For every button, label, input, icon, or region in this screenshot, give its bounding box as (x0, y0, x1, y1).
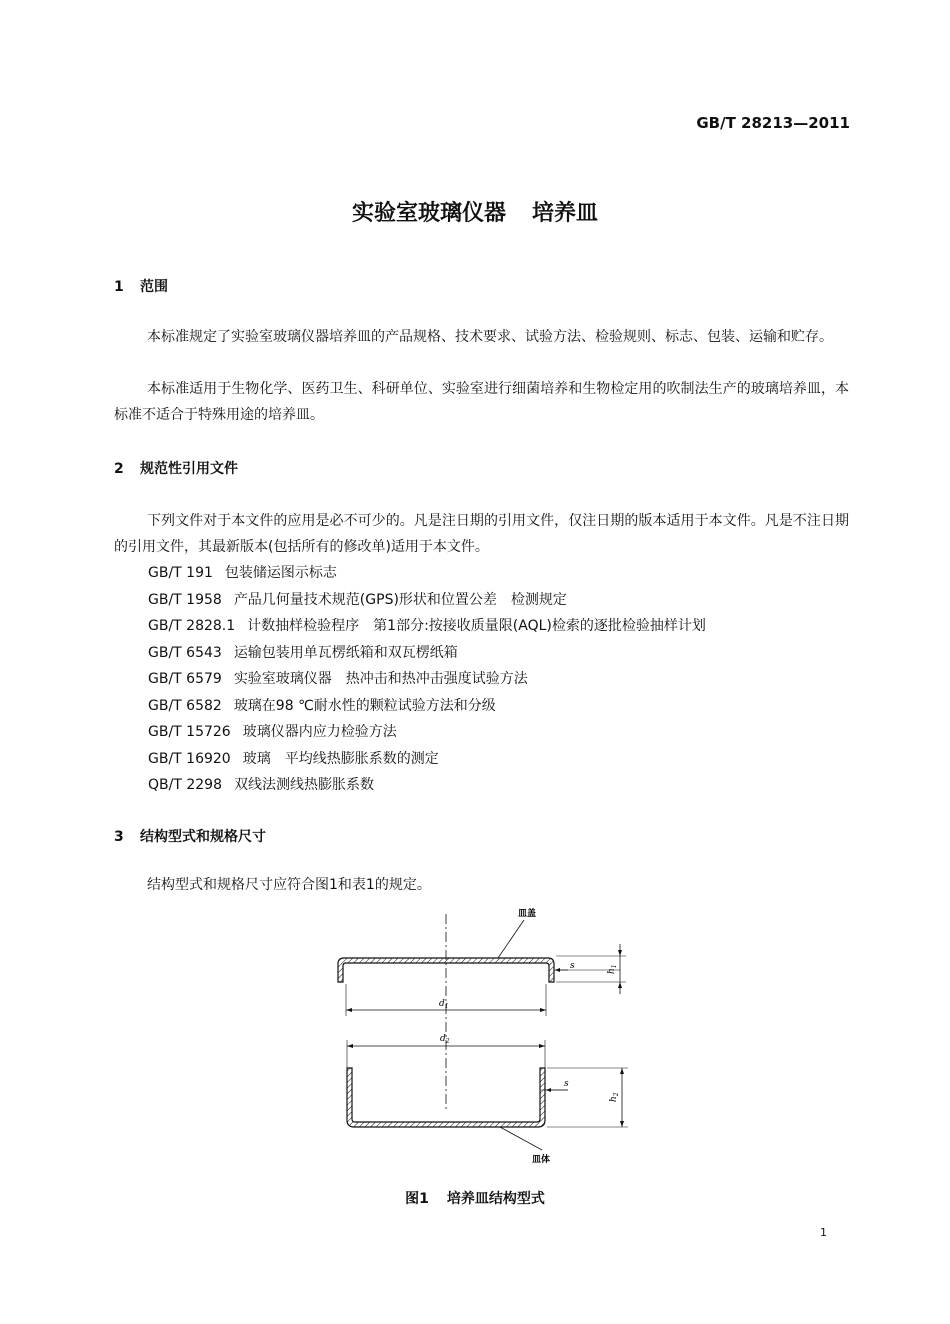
reference-item (148, 640, 706, 667)
d2-arrowhead-right (539, 1044, 545, 1048)
h2-arrowhead-top (620, 1068, 624, 1074)
d1-letter: d (439, 999, 445, 1009)
h2-label (609, 1092, 620, 1102)
h1-subscript: 1 (611, 964, 618, 969)
section-title: 规范性引用文件 (140, 461, 238, 477)
reference-code: GB/T 2828.1 (148, 618, 236, 634)
reference-code: GB/T 6543 (148, 644, 222, 661)
d2-label (440, 1034, 450, 1045)
reference-title: 包装储运图示标志 (224, 565, 337, 581)
section-1-paragraph-2: 本标准适用于生物化学、医药卫生、科研单位、实验室进行细菌培养和生物检定用的吹制法生产的玻璃培养皿，本标准不适合于特殊用途的培养皿。 (114, 381, 849, 423)
section-title: 范围 (140, 279, 168, 295)
section-3-text: 结构型式和规格尺寸应符合图1和表1的规定。 (147, 877, 431, 893)
d1-subscript: 1 (444, 1003, 449, 1010)
lid-s-label: s (570, 961, 575, 971)
reference-title: 玻璃在98 ℃耐水性的颗粒试验方法和分级 (233, 697, 496, 714)
body-s-arrowhead (546, 1088, 551, 1092)
reference-item (148, 666, 706, 693)
reference-item (148, 613, 706, 640)
reference-title: 计数抽样检验程序 第1部分:按接收质量限(AQL)检索的逐批检验抽样计划 (247, 618, 706, 634)
d1-arrowhead-left (346, 1008, 352, 1012)
page-number: 1 (820, 1226, 827, 1239)
reference-list (148, 560, 706, 799)
document-title (0, 196, 950, 227)
d2-subscript: 2 (445, 1038, 450, 1045)
reference-item (148, 560, 706, 587)
section-2-heading (114, 458, 238, 478)
lid-leader-line (498, 920, 524, 958)
figure-caption-text: 培养皿结构型式 (446, 1191, 545, 1207)
reference-code: QB/T 2298 (148, 777, 222, 793)
h1-label (607, 964, 618, 974)
section-number: 1 (114, 279, 124, 295)
reference-code: GB/T 1958 (148, 591, 222, 608)
title-part-2: 培养皿 (532, 201, 599, 226)
h2-arrowhead-bottom (620, 1121, 624, 1127)
reference-code: GB/T 191 (148, 565, 213, 581)
section-title: 结构型式和规格尺寸 (140, 829, 266, 845)
d1-label (439, 999, 449, 1010)
title-part-1: 实验室玻璃仪器 (351, 201, 506, 226)
reference-code: GB/T 6579 (148, 671, 222, 687)
reference-item (148, 746, 706, 773)
section-1-heading (114, 276, 168, 296)
h1-letter: h (607, 968, 617, 974)
petri-dish-figure (320, 900, 640, 1170)
reference-title: 玻璃仪器内应力检验方法 (242, 724, 397, 740)
reference-title: 玻璃 平均线热膨胀系数的测定 (242, 750, 439, 767)
h2-subscript: 2 (613, 1092, 620, 1097)
body-label: 皿体 (532, 1155, 551, 1165)
reference-title: 产品几何量技术规范(GPS)形状和位置公差 检测规定 (233, 591, 567, 608)
d1-arrowhead-right (540, 1008, 546, 1012)
body-s-label: s (564, 1079, 569, 1089)
h1-arrowhead-bottom (618, 982, 622, 988)
reference-title: 运输包装用单瓦楞纸箱和双瓦楞纸箱 (233, 644, 458, 661)
h1-arrowhead-top (618, 950, 622, 956)
reference-item (148, 772, 706, 799)
reference-code: GB/T 6582 (148, 697, 222, 714)
reference-item (148, 719, 706, 746)
section-3-heading (114, 826, 266, 846)
body-leader-line (500, 1127, 542, 1150)
d2-letter: d (440, 1034, 446, 1044)
reference-code: GB/T 16920 (148, 750, 231, 767)
reference-title: 双线法测线热膨胀系数 (233, 777, 374, 793)
section-number: 3 (114, 829, 124, 845)
reference-item (148, 587, 706, 614)
figure-number: 图1 (405, 1191, 429, 1207)
section-1-paragraph-1: 本标准规定了实验室玻璃仪器培养皿的产品规格、技术要求、试验方法、检验规则、标志、包装、运输和贮存。 (147, 329, 833, 345)
reference-item (148, 693, 706, 720)
figure-caption (0, 1188, 950, 1208)
standard-number: GB/T 28213—2011 (696, 114, 850, 132)
d2-arrowhead-left (347, 1044, 353, 1048)
section-number: 2 (114, 461, 124, 477)
reference-code: GB/T 15726 (148, 724, 231, 740)
section-2-intro: 下列文件对于本文件的应用是必不可少的。凡是注日期的引用文件，仅注日期的版本适用于本文件。凡是不注日期的引用文件，其最新版本(包括所有的修改单)适用于本文件。 (114, 513, 849, 555)
lid-label: 皿盖 (518, 909, 537, 919)
reference-title: 实验室玻璃仪器 热冲击和热冲击强度试验方法 (233, 671, 528, 687)
h2-letter: h (609, 1096, 619, 1102)
